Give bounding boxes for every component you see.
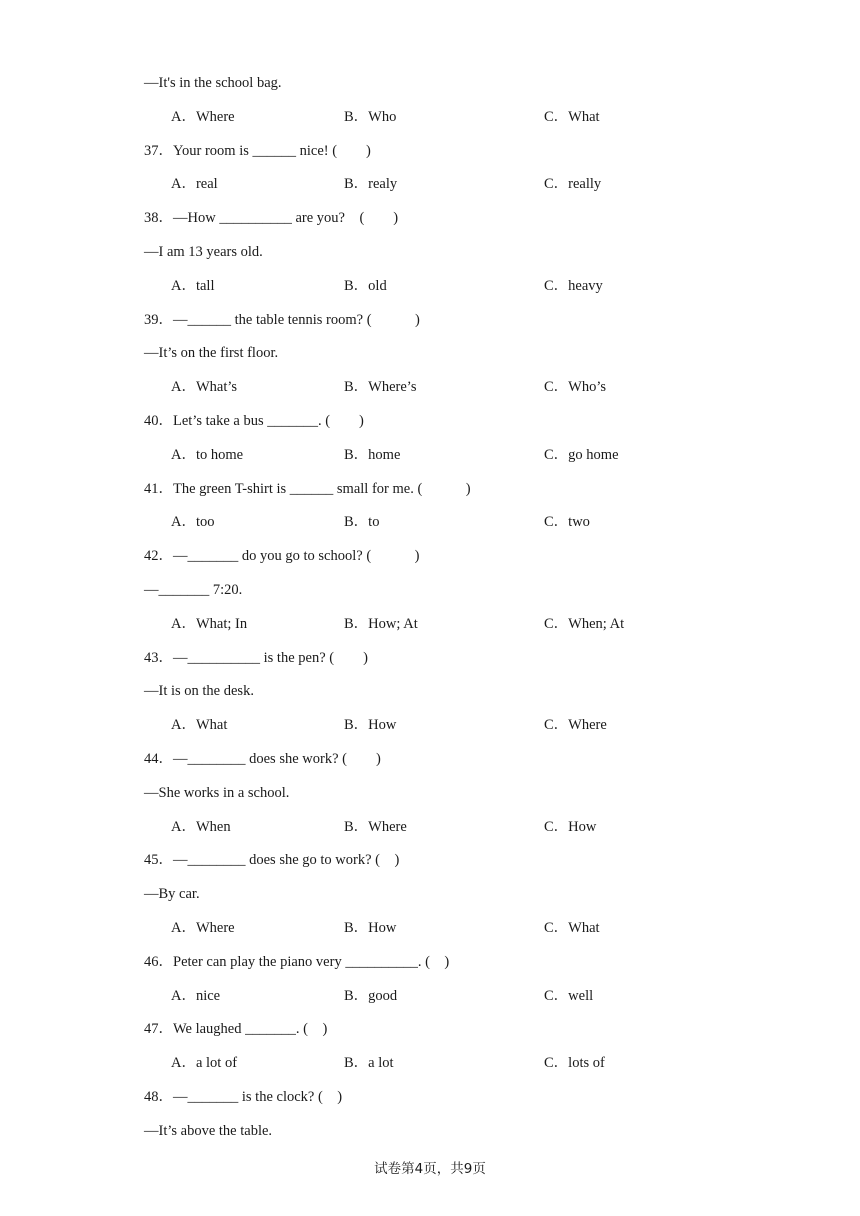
option-c: C．lots of (544, 1055, 605, 1071)
question-stem: 43．—__________ is the pen? ( ) (144, 650, 368, 666)
option-c: C．How (544, 819, 597, 835)
question-stem: 46．Peter can play the piano very __________. ( ) (144, 954, 450, 970)
answer-options (171, 513, 691, 531)
question-stem: 40．Let’s take a bus _______. ( ) (144, 413, 364, 429)
option-b: B．a lot (344, 1055, 394, 1071)
option-c: C．heavy (544, 278, 603, 294)
question-stem: 39．—______ the table tennis room? ( ) (144, 312, 420, 328)
option-a: A．nice (171, 988, 221, 1004)
question-stem: 44．—________ does she work? ( ) (144, 751, 381, 767)
option-b: B．good (344, 988, 398, 1004)
dialogue-line: —By car. (144, 886, 200, 902)
question-stem: 37．Your room is ______ nice! ( ) (144, 143, 371, 159)
answer-options (171, 615, 691, 633)
option-b: B．Where’s (344, 379, 417, 395)
option-a: A．to home (171, 447, 244, 463)
dialogue-line: —It's in the school bag. (144, 75, 282, 91)
option-c: C．When; At (544, 616, 625, 632)
option-a: A．Where (171, 920, 235, 936)
option-b: B．How (344, 717, 397, 733)
option-c: C．Where (544, 717, 607, 733)
option-b: B．home (344, 447, 401, 463)
question-stem: 48．—_______ is the clock? ( ) (144, 1089, 343, 1105)
dialogue-line: —It is on the desk. (144, 683, 254, 699)
option-a: A．tall (171, 278, 215, 294)
option-b: B．to (344, 514, 380, 530)
answer-options (171, 175, 691, 193)
option-a: A．What’s (171, 379, 238, 395)
question-stem: 47．We laughed _______. ( ) (144, 1021, 328, 1037)
answer-options (171, 1054, 691, 1072)
option-c: C．Who’s (544, 379, 607, 395)
dialogue-line: —_______ 7:20. (144, 582, 243, 598)
option-c: C．What (544, 920, 600, 936)
option-a: A．too (171, 514, 215, 530)
option-a: A．Where (171, 109, 235, 125)
dialogue-line: —It’s on the first floor. (144, 345, 279, 361)
dialogue-line: —It’s above the table. (144, 1123, 273, 1139)
option-c: C．go home (544, 447, 619, 463)
answer-options (171, 446, 691, 464)
question-stem: 41．The green T-shirt is ______ small for me. ( ) (144, 481, 471, 497)
answer-options (171, 987, 691, 1005)
dialogue-line: —She works in a school. (144, 785, 290, 801)
option-b: B．How (344, 920, 397, 936)
option-b: B．How; At (344, 616, 418, 632)
page-footer: 试卷第4页，共9页 (374, 1161, 486, 1177)
answer-options (171, 108, 691, 126)
answer-options (171, 818, 691, 836)
option-b: B．old (344, 278, 387, 294)
option-c: C．What (544, 109, 600, 125)
answer-options (171, 919, 691, 937)
option-c: C．two (544, 514, 590, 530)
answer-options (171, 716, 691, 734)
option-a: A．What (171, 717, 228, 733)
option-c: C．well (544, 988, 594, 1004)
question-stem: 45．—________ does she go to work? ( ) (144, 852, 400, 868)
option-a: A．real (171, 176, 218, 192)
option-c: C．really (544, 176, 602, 192)
option-a: A．What; In (171, 616, 248, 632)
option-a: A．a lot of (171, 1055, 238, 1071)
option-b: B．Who (344, 109, 397, 125)
question-stem: 38．—How __________ are you? ( ) (144, 210, 399, 226)
dialogue-line: —I am 13 years old. (144, 244, 263, 260)
answer-options (171, 378, 691, 396)
question-stem: 42．—_______ do you go to school? ( ) (144, 548, 420, 564)
answer-options (171, 277, 691, 295)
option-b: B．realy (344, 176, 398, 192)
option-a: A．When (171, 819, 231, 835)
option-b: B．Where (344, 819, 407, 835)
